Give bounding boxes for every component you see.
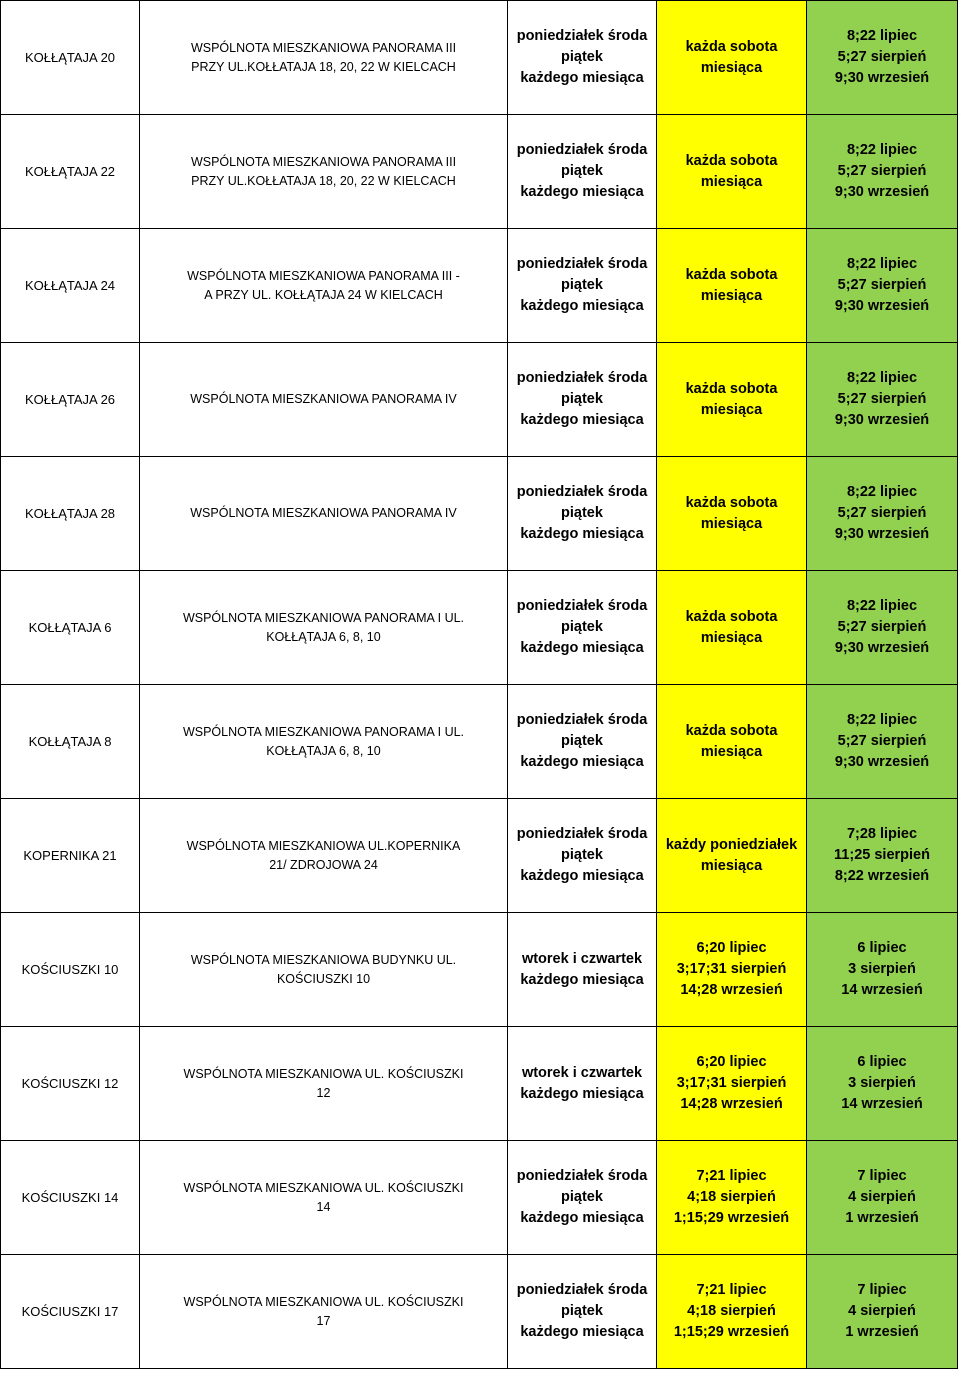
green-schedule-line: 8;22 lipiec	[846, 256, 918, 272]
frequency-line: piątek	[561, 49, 603, 65]
green-schedule-cell	[807, 1027, 958, 1141]
green-schedule-cell	[807, 799, 958, 913]
table-row	[1, 1, 958, 115]
yellow-schedule-line: miesiąca	[700, 629, 763, 646]
yellow-schedule-cell	[657, 343, 807, 457]
frequency-line: piątek	[561, 733, 603, 749]
yellow-schedule-cell	[657, 571, 807, 685]
frequency-cell	[508, 1141, 657, 1255]
yellow-schedule-line: 1;15;29 wrzesień	[673, 1324, 790, 1340]
address-cell: KOŁŁĄTAJA 28	[1, 457, 140, 571]
address-cell: KOŚCIUSZKI 10	[1, 913, 140, 1027]
frequency-line: piątek	[561, 1303, 603, 1319]
community-cell	[140, 115, 508, 229]
community-line: WSPÓLNOTA MIESZKANIOWA PANORAMA IV	[190, 392, 457, 406]
address-cell: KOŁŁĄTAJA 24	[1, 229, 140, 343]
frequency-line: każdego miesiąca	[520, 1085, 644, 1102]
address-cell: KOŁŁĄTAJA 20	[1, 1, 140, 115]
community-cell	[140, 1027, 508, 1141]
address-cell: KOŚCIUSZKI 17	[1, 1255, 140, 1369]
yellow-schedule-line: miesiąca	[700, 59, 763, 76]
green-schedule-line: 5;27 sierpień	[837, 391, 927, 407]
yellow-schedule-line: każda sobota	[685, 266, 778, 283]
frequency-line: każdego miesiąca	[520, 754, 644, 770]
yellow-schedule-line: 1;15;29 wrzesień	[673, 1210, 790, 1226]
yellow-schedule-line: każda sobota	[685, 608, 778, 625]
frequency-cell	[508, 1, 657, 115]
community-line: KOŁŁĄTAJA 6, 8, 10	[266, 743, 381, 758]
yellow-schedule-line: każda sobota	[685, 380, 778, 397]
community-line: WSPÓLNOTA MIESZKANIOWA UL. KOŚCIUSZKI	[183, 1180, 464, 1195]
table-row	[1, 1255, 958, 1369]
table-row	[1, 685, 958, 799]
green-schedule-line: 9;30 wrzesień	[834, 298, 930, 314]
frequency-line: poniedziałek środa	[516, 826, 648, 842]
green-schedule-cell	[807, 1, 958, 115]
green-schedule-line: 3 sierpień	[848, 1075, 916, 1091]
green-schedule-line: 8;22 lipiec	[846, 142, 918, 158]
frequency-cell	[508, 343, 657, 457]
yellow-schedule-cell	[657, 1027, 807, 1141]
community-cell	[140, 685, 508, 799]
table-row	[1, 799, 958, 913]
green-schedule-cell	[807, 913, 958, 1027]
frequency-cell	[508, 571, 657, 685]
green-schedule-cell	[807, 229, 958, 343]
green-schedule-line: 5;27 sierpień	[837, 505, 927, 521]
frequency-line: piątek	[561, 505, 603, 521]
yellow-schedule-cell	[657, 1, 807, 115]
community-line: WSPÓLNOTA MIESZKANIOWA PANORAMA III	[190, 154, 457, 169]
green-schedule-line: 8;22 wrzesień	[834, 868, 930, 884]
yellow-schedule-cell	[657, 1255, 807, 1369]
frequency-line: poniedziałek środa	[516, 1168, 648, 1184]
green-schedule-line: 5;27 sierpień	[837, 277, 927, 293]
table-row	[1, 115, 958, 229]
community-cell	[140, 1, 508, 115]
frequency-line: poniedziałek środa	[516, 142, 648, 158]
green-schedule-line: 8;22 lipiec	[846, 712, 918, 728]
community-line: 12	[316, 1085, 331, 1100]
yellow-schedule-cell	[657, 913, 807, 1027]
green-schedule-line: 9;30 wrzesień	[834, 412, 930, 428]
green-schedule-line: 1 wrzesień	[845, 1324, 919, 1340]
yellow-schedule-line: miesiąca	[700, 857, 763, 874]
green-schedule-line: 7;28 lipiec	[846, 826, 918, 842]
green-schedule-line: 9;30 wrzesień	[834, 754, 930, 770]
green-schedule-cell	[807, 115, 958, 229]
green-schedule-cell	[807, 457, 958, 571]
yellow-schedule-line: 3;17;31 sierpień	[676, 1075, 787, 1091]
community-cell	[140, 1255, 508, 1369]
frequency-cell	[508, 799, 657, 913]
green-schedule-line: 6 lipiec	[857, 940, 907, 956]
green-schedule-line: 9;30 wrzesień	[834, 70, 930, 86]
green-schedule-line: 8;22 lipiec	[846, 598, 918, 614]
yellow-schedule-line: 4;18 sierpień	[687, 1189, 776, 1205]
frequency-line: każdego miesiąca	[520, 868, 644, 884]
address-cell: KOŚCIUSZKI 14	[1, 1141, 140, 1255]
frequency-line: poniedziałek środa	[516, 484, 648, 500]
green-schedule-line: 14 wrzesień	[841, 1096, 923, 1112]
green-schedule-line: 14 wrzesień	[841, 982, 923, 998]
green-schedule-line: 8;22 lipiec	[846, 484, 918, 500]
frequency-line: każdego miesiąca	[520, 298, 644, 314]
community-cell	[140, 343, 508, 457]
community-line: WSPÓLNOTA MIESZKANIOWA BUDYNKU UL.	[190, 952, 457, 967]
frequency-cell	[508, 1255, 657, 1369]
frequency-line: każdego miesiąca	[520, 70, 644, 86]
community-cell	[140, 913, 508, 1027]
yellow-schedule-line: miesiąca	[700, 401, 763, 418]
green-schedule-line: 3 sierpień	[848, 961, 916, 977]
table-row	[1, 1027, 958, 1141]
community-cell	[140, 457, 508, 571]
green-schedule-line: 7 lipiec	[857, 1282, 907, 1298]
table-row	[1, 1141, 958, 1255]
green-schedule-line: 4 sierpień	[848, 1303, 916, 1319]
community-line: WSPÓLNOTA MIESZKANIOWA PANORAMA IV	[190, 506, 457, 520]
frequency-cell	[508, 913, 657, 1027]
frequency-line: każdego miesiąca	[520, 184, 644, 200]
frequency-line: poniedziałek środa	[516, 712, 648, 728]
yellow-schedule-line: każda sobota	[685, 722, 778, 739]
green-schedule-line: 5;27 sierpień	[837, 49, 927, 65]
frequency-line: każdego miesiąca	[520, 1324, 644, 1340]
yellow-schedule-line: 4;18 sierpień	[687, 1303, 776, 1319]
community-cell	[140, 799, 508, 913]
frequency-line: poniedziałek środa	[516, 256, 648, 272]
frequency-cell	[508, 115, 657, 229]
yellow-schedule-line: 3;17;31 sierpień	[676, 961, 787, 977]
green-schedule-line: 4 sierpień	[848, 1189, 916, 1205]
yellow-schedule-line: 14;28 wrzesień	[680, 1096, 783, 1112]
table-row	[1, 571, 958, 685]
community-cell	[140, 571, 508, 685]
frequency-line: piątek	[561, 277, 603, 293]
frequency-line: piątek	[561, 163, 603, 179]
frequency-line: piątek	[561, 1189, 603, 1205]
frequency-line: piątek	[561, 847, 603, 863]
yellow-schedule-line: 6;20 lipiec	[696, 940, 767, 956]
yellow-schedule-line: każdy poniedziałek	[665, 836, 798, 853]
community-line: WSPÓLNOTA MIESZKANIOWA UL. KOŚCIUSZKI	[183, 1294, 464, 1309]
address-cell: KOPERNIKA 21	[1, 799, 140, 913]
yellow-schedule-line: miesiąca	[700, 287, 763, 304]
yellow-schedule-line: 7;21 lipiec	[696, 1282, 767, 1298]
frequency-line: poniedziałek środa	[516, 1282, 648, 1298]
community-line: WSPÓLNOTA MIESZKANIOWA PANORAMA I UL.	[182, 610, 465, 625]
yellow-schedule-line: 7;21 lipiec	[696, 1168, 767, 1184]
yellow-schedule-line: 14;28 wrzesień	[680, 982, 783, 998]
schedule-table-body	[1, 1, 958, 1369]
frequency-line: każdego miesiąca	[520, 412, 644, 428]
community-line: WSPÓLNOTA MIESZKANIOWA PANORAMA I UL.	[182, 724, 465, 739]
community-cell	[140, 229, 508, 343]
table-row	[1, 913, 958, 1027]
green-schedule-line: 9;30 wrzesień	[834, 184, 930, 200]
address-cell: KOŁŁĄTAJA 8	[1, 685, 140, 799]
yellow-schedule-cell	[657, 685, 807, 799]
green-schedule-cell	[807, 685, 958, 799]
table-row	[1, 343, 958, 457]
green-schedule-line: 9;30 wrzesień	[834, 526, 930, 542]
green-schedule-line: 8;22 lipiec	[846, 28, 918, 44]
yellow-schedule-cell	[657, 229, 807, 343]
community-line: WSPÓLNOTA MIESZKANIOWA UL.KOPERNIKA	[186, 838, 461, 853]
address-cell: KOŁŁĄTAJA 26	[1, 343, 140, 457]
frequency-line: każdego miesiąca	[520, 640, 644, 656]
frequency-cell	[508, 229, 657, 343]
frequency-cell	[508, 457, 657, 571]
yellow-schedule-line: miesiąca	[700, 743, 763, 760]
green-schedule-line: 5;27 sierpień	[837, 733, 927, 749]
yellow-schedule-line: każda sobota	[685, 38, 778, 55]
green-schedule-line: 7 lipiec	[857, 1168, 907, 1184]
address-cell: KOŁŁĄTAJA 6	[1, 571, 140, 685]
yellow-schedule-line: miesiąca	[700, 173, 763, 190]
community-line: 14	[316, 1199, 331, 1214]
frequency-line: każdego miesiąca	[520, 526, 644, 542]
frequency-line: poniedziałek środa	[516, 370, 648, 386]
green-schedule-line: 11;25 sierpień	[834, 847, 930, 863]
frequency-line: poniedziałek środa	[516, 598, 648, 614]
green-schedule-cell	[807, 571, 958, 685]
green-schedule-line: 8;22 lipiec	[846, 370, 918, 386]
community-line: KOŁŁĄTAJA 6, 8, 10	[266, 629, 381, 644]
yellow-schedule-cell	[657, 799, 807, 913]
community-line: WSPÓLNOTA MIESZKANIOWA UL. KOŚCIUSZKI	[183, 1066, 464, 1081]
community-cell	[140, 1141, 508, 1255]
community-line: PRZY UL.KOŁŁATAJA 18, 20, 22 W KIELCACH	[191, 59, 456, 74]
frequency-line: piątek	[561, 391, 603, 407]
frequency-cell	[508, 1027, 657, 1141]
yellow-schedule-line: miesiąca	[700, 515, 763, 532]
frequency-line: poniedziałek środa	[516, 28, 648, 44]
yellow-schedule-line: każda sobota	[685, 152, 778, 169]
frequency-line: każdego miesiąca	[520, 971, 644, 988]
table-row	[1, 229, 958, 343]
green-schedule-line: 5;27 sierpień	[837, 619, 927, 635]
green-schedule-cell	[807, 1141, 958, 1255]
yellow-schedule-cell	[657, 457, 807, 571]
green-schedule-line: 9;30 wrzesień	[834, 640, 930, 656]
table-row	[1, 457, 958, 571]
community-line: 21/ ZDROJOWA 24	[269, 857, 378, 872]
frequency-line: piątek	[561, 619, 603, 635]
address-cell: KOŚCIUSZKI 12	[1, 1027, 140, 1141]
community-line: WSPÓLNOTA MIESZKANIOWA PANORAMA III -	[187, 268, 460, 283]
community-line: 17	[316, 1313, 331, 1328]
yellow-schedule-line: 6;20 lipiec	[696, 1054, 767, 1070]
yellow-schedule-cell	[657, 1141, 807, 1255]
green-schedule-line: 6 lipiec	[857, 1054, 907, 1070]
community-line: WSPÓLNOTA MIESZKANIOWA PANORAMA III	[190, 40, 457, 55]
yellow-schedule-cell	[657, 115, 807, 229]
frequency-line: każdego miesiąca	[520, 1210, 644, 1226]
address-cell: KOŁŁĄTAJA 22	[1, 115, 140, 229]
green-schedule-line: 1 wrzesień	[845, 1210, 919, 1226]
green-schedule-line: 5;27 sierpień	[837, 163, 927, 179]
frequency-line: wtorek i czwartek	[521, 950, 643, 967]
community-line: KOŚCIUSZKI 10	[276, 971, 371, 986]
community-line: A PRZY UL. KOŁŁĄTAJA 24 W KIELCACH	[204, 287, 443, 302]
community-line: PRZY UL.KOŁŁATAJA 18, 20, 22 W KIELCACH	[191, 173, 456, 188]
green-schedule-cell	[807, 1255, 958, 1369]
frequency-cell	[508, 685, 657, 799]
green-schedule-cell	[807, 343, 958, 457]
yellow-schedule-line: każda sobota	[685, 494, 778, 511]
frequency-line: wtorek i czwartek	[521, 1064, 643, 1081]
